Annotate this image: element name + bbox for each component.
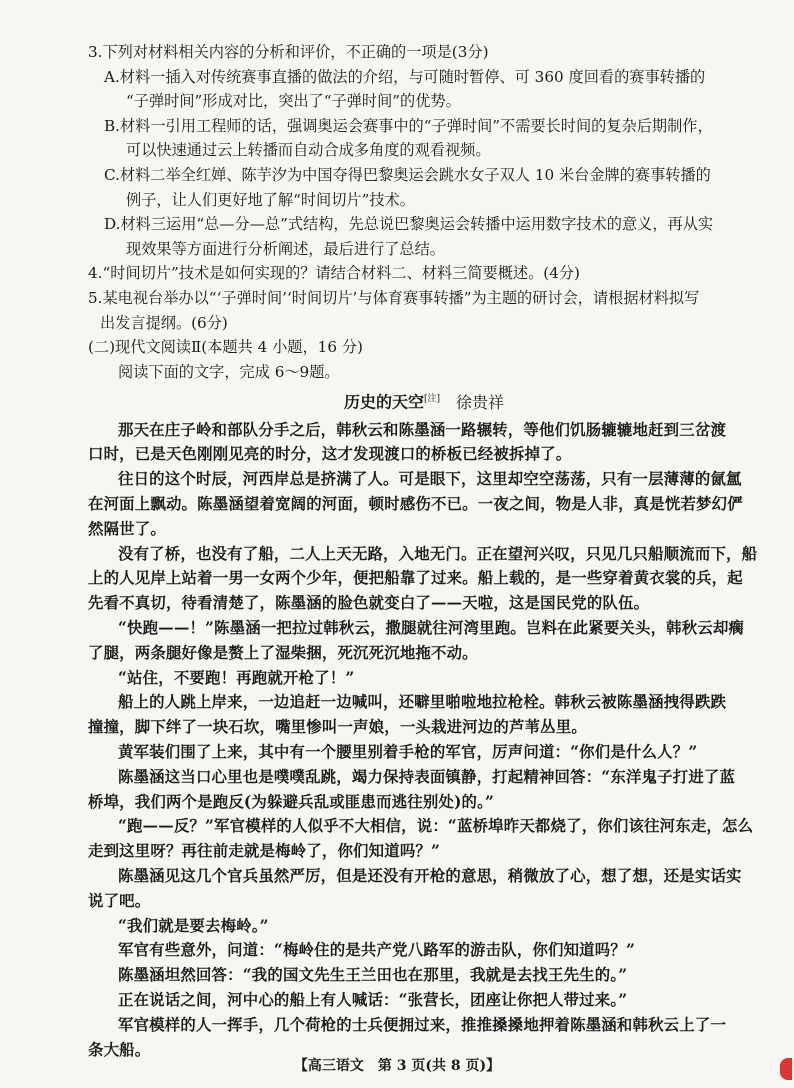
passage-line: 在河面上飘动。陈墨涵望着宽阔的河面，顿时感伤不已。一夜之间，物是人非，真是恍若梦幻俨 xyxy=(88,495,743,514)
passage-line: 那天在庄子岭和部队分手之后，韩秋云和陈墨涵一路辗转，等他们饥肠辘辘地赶到三岔渡 xyxy=(118,420,727,439)
q4: 4.“时间切片”技术是如何实现的？请结合材料二、材料三简要概述。(4分) xyxy=(88,264,580,283)
title-note-mark: [注] xyxy=(423,394,441,405)
q5: 5.某电视台举办以“‘子弹时间’‘时间切片’与体育赛事转播”为主题的研讨会，请根据材料拟写 xyxy=(88,288,700,307)
passage-line: 军官有些意外，问道：“梅岭住的是共产党八路军的游击队，你们知道吗？” xyxy=(118,941,636,960)
passage-line: 往日的这个时辰，河西岸总是挤满了人。可是眼下，这里却空空荡荡，只有一层薄薄的氤氲 xyxy=(118,470,742,489)
passage-line: 说了吧。 xyxy=(88,891,151,910)
passage-line: “跑——反？”军官模样的人似乎不大相信，说：“蓝桥埠昨天都烧了，你们该往河东走，怎么 xyxy=(118,817,754,836)
passage-line: “站住，不要跑！再跑就开枪了！” xyxy=(118,668,355,687)
q3-option-d: D.材料三运用“总—分—总”式结构，先总说巴黎奥运会转播中运用数字技术的意义，再从实 xyxy=(104,215,714,234)
corner-mark xyxy=(780,1058,792,1080)
section-heading: (二)现代文阅读Ⅱ(本题共 4 小题，16 分) xyxy=(88,338,363,357)
passage-line: 撞撞，脚下绊了一块石坎，嘴里惨叫一声娘，一头栽进河边的芦苇丛里。 xyxy=(88,718,587,737)
passage-line: 军官模样的人一挥手，几个荷枪的士兵便拥过来，推推搡搡地押着陈墨涵和韩秋云上了一 xyxy=(118,1015,727,1034)
q5-cont: 出发言提纲。(6分) xyxy=(100,313,228,332)
q3-option-b-cont: 可以快速通过云上转播而自动合成多角度的观看视频。 xyxy=(126,141,491,160)
q3-option-c-cont: 例子，让人们更好地了解“时间切片”技术。 xyxy=(126,190,415,209)
passage-line: 陈墨涵坦然回答：“我的国文先生王兰田也在那里，我就是去找王先生的。” xyxy=(118,966,628,985)
passage-line: 正在说话之间，河中心的船上有人喊话：“张营长，团座让你把人带过来。” xyxy=(118,990,628,1009)
q3-option-d-cont: 现效果等方面进行分析阐述，最后进行了总结。 xyxy=(126,239,445,258)
passage-line: 先看不真切，待看清楚了，陈墨涵的脸色就变白了——天啦，这是国民党的队伍。 xyxy=(88,594,650,613)
passage-line: 然隔世了。 xyxy=(88,519,166,538)
passage-line: 条大船。 xyxy=(88,1040,151,1059)
passage-line: 走到这里呀？再往前走就是梅岭了，你们知道吗？” xyxy=(88,842,441,861)
page-footer: 【高三语文 第 3 页(共 8 页)】 xyxy=(293,1058,501,1074)
exam-page xyxy=(88,40,760,1062)
passage-line: “我们就是要去梅岭。” xyxy=(118,916,269,935)
q3-option-b: B.材料一引用工程师的话，强调奥运会赛事中的“子弹时间”不需要长时间的复杂后期制作， xyxy=(104,116,713,135)
passage-line: 上的人见岸上站着一男一女两个少年，便把船靠了过来。船上载的，是一些穿着黄衣裳的兵，起 xyxy=(88,569,743,588)
q3-option-a: A.材料一插入对传统赛事直播的做法的介绍，与可随时暂停、可 360 度回看的赛事转播的 xyxy=(104,67,706,86)
section-instruction: 阅读下面的文字，完成 6～9题。 xyxy=(118,362,340,381)
passage-line: 没有了桥，也没有了船，二人上天无路，入地无门。正在望河兴叹，只见几只船顺流而下，船 xyxy=(118,544,758,563)
passage-author: 徐贵祥 xyxy=(456,392,505,412)
passage-title-block xyxy=(88,385,760,416)
passage-line: 口时，已是天色刚刚见亮的时分，这才发现渡口的桥板已经被拆掉了。 xyxy=(88,445,572,464)
passage-line: 桥埠，我们两个是跑反(为躲避兵乱或匪患而逃往别处)的。” xyxy=(88,792,495,811)
passage-title: 历史的天空 xyxy=(343,392,424,412)
passage-body xyxy=(88,418,760,1063)
passage-line: “快跑——！”陈墨涵一把拉过韩秋云，撒腿就往河湾里跑。岂料在此紧要关头，韩秋云却瘸 xyxy=(118,619,745,638)
q3-option-a-cont: “子弹时间”形成对比，突出了“子弹时间”的优势。 xyxy=(126,92,461,111)
passage-line: 了腿，两条腿好像是赘上了湿柴捆，死沉死沉地拖不动。 xyxy=(88,643,478,662)
passage-line: 黄军装们围了上来，其中有一个腰里别着手枪的军官，厉声问道：“你们是什么人？” xyxy=(118,743,698,761)
passage-line: 陈墨涵见这几个官兵虽然严厉，但是还没有开枪的意思，稍微放了心，想了想，还是实话实 xyxy=(118,866,742,885)
q3-stem: 3.下列对材料相关内容的分析和评价，不正确的一项是(3分) xyxy=(88,43,489,61)
q3-option-c: C.材料二举全红婵、陈芋汐为中国夺得巴黎奥运会跳水女子双人 10 米台金牌的赛事转播的 xyxy=(104,165,711,184)
passage-line: 陈墨涵这当口心里也是噗噗乱跳，竭力保持表面镇静，打起精神回答：“东洋鬼子打进了蓝 xyxy=(118,767,736,786)
passage-line: 船上的人跳上岸来，一边追赶一边喊叫，还噼里啪啦地拉枪栓。韩秋云被陈墨涵拽得跌跌 xyxy=(118,693,727,712)
